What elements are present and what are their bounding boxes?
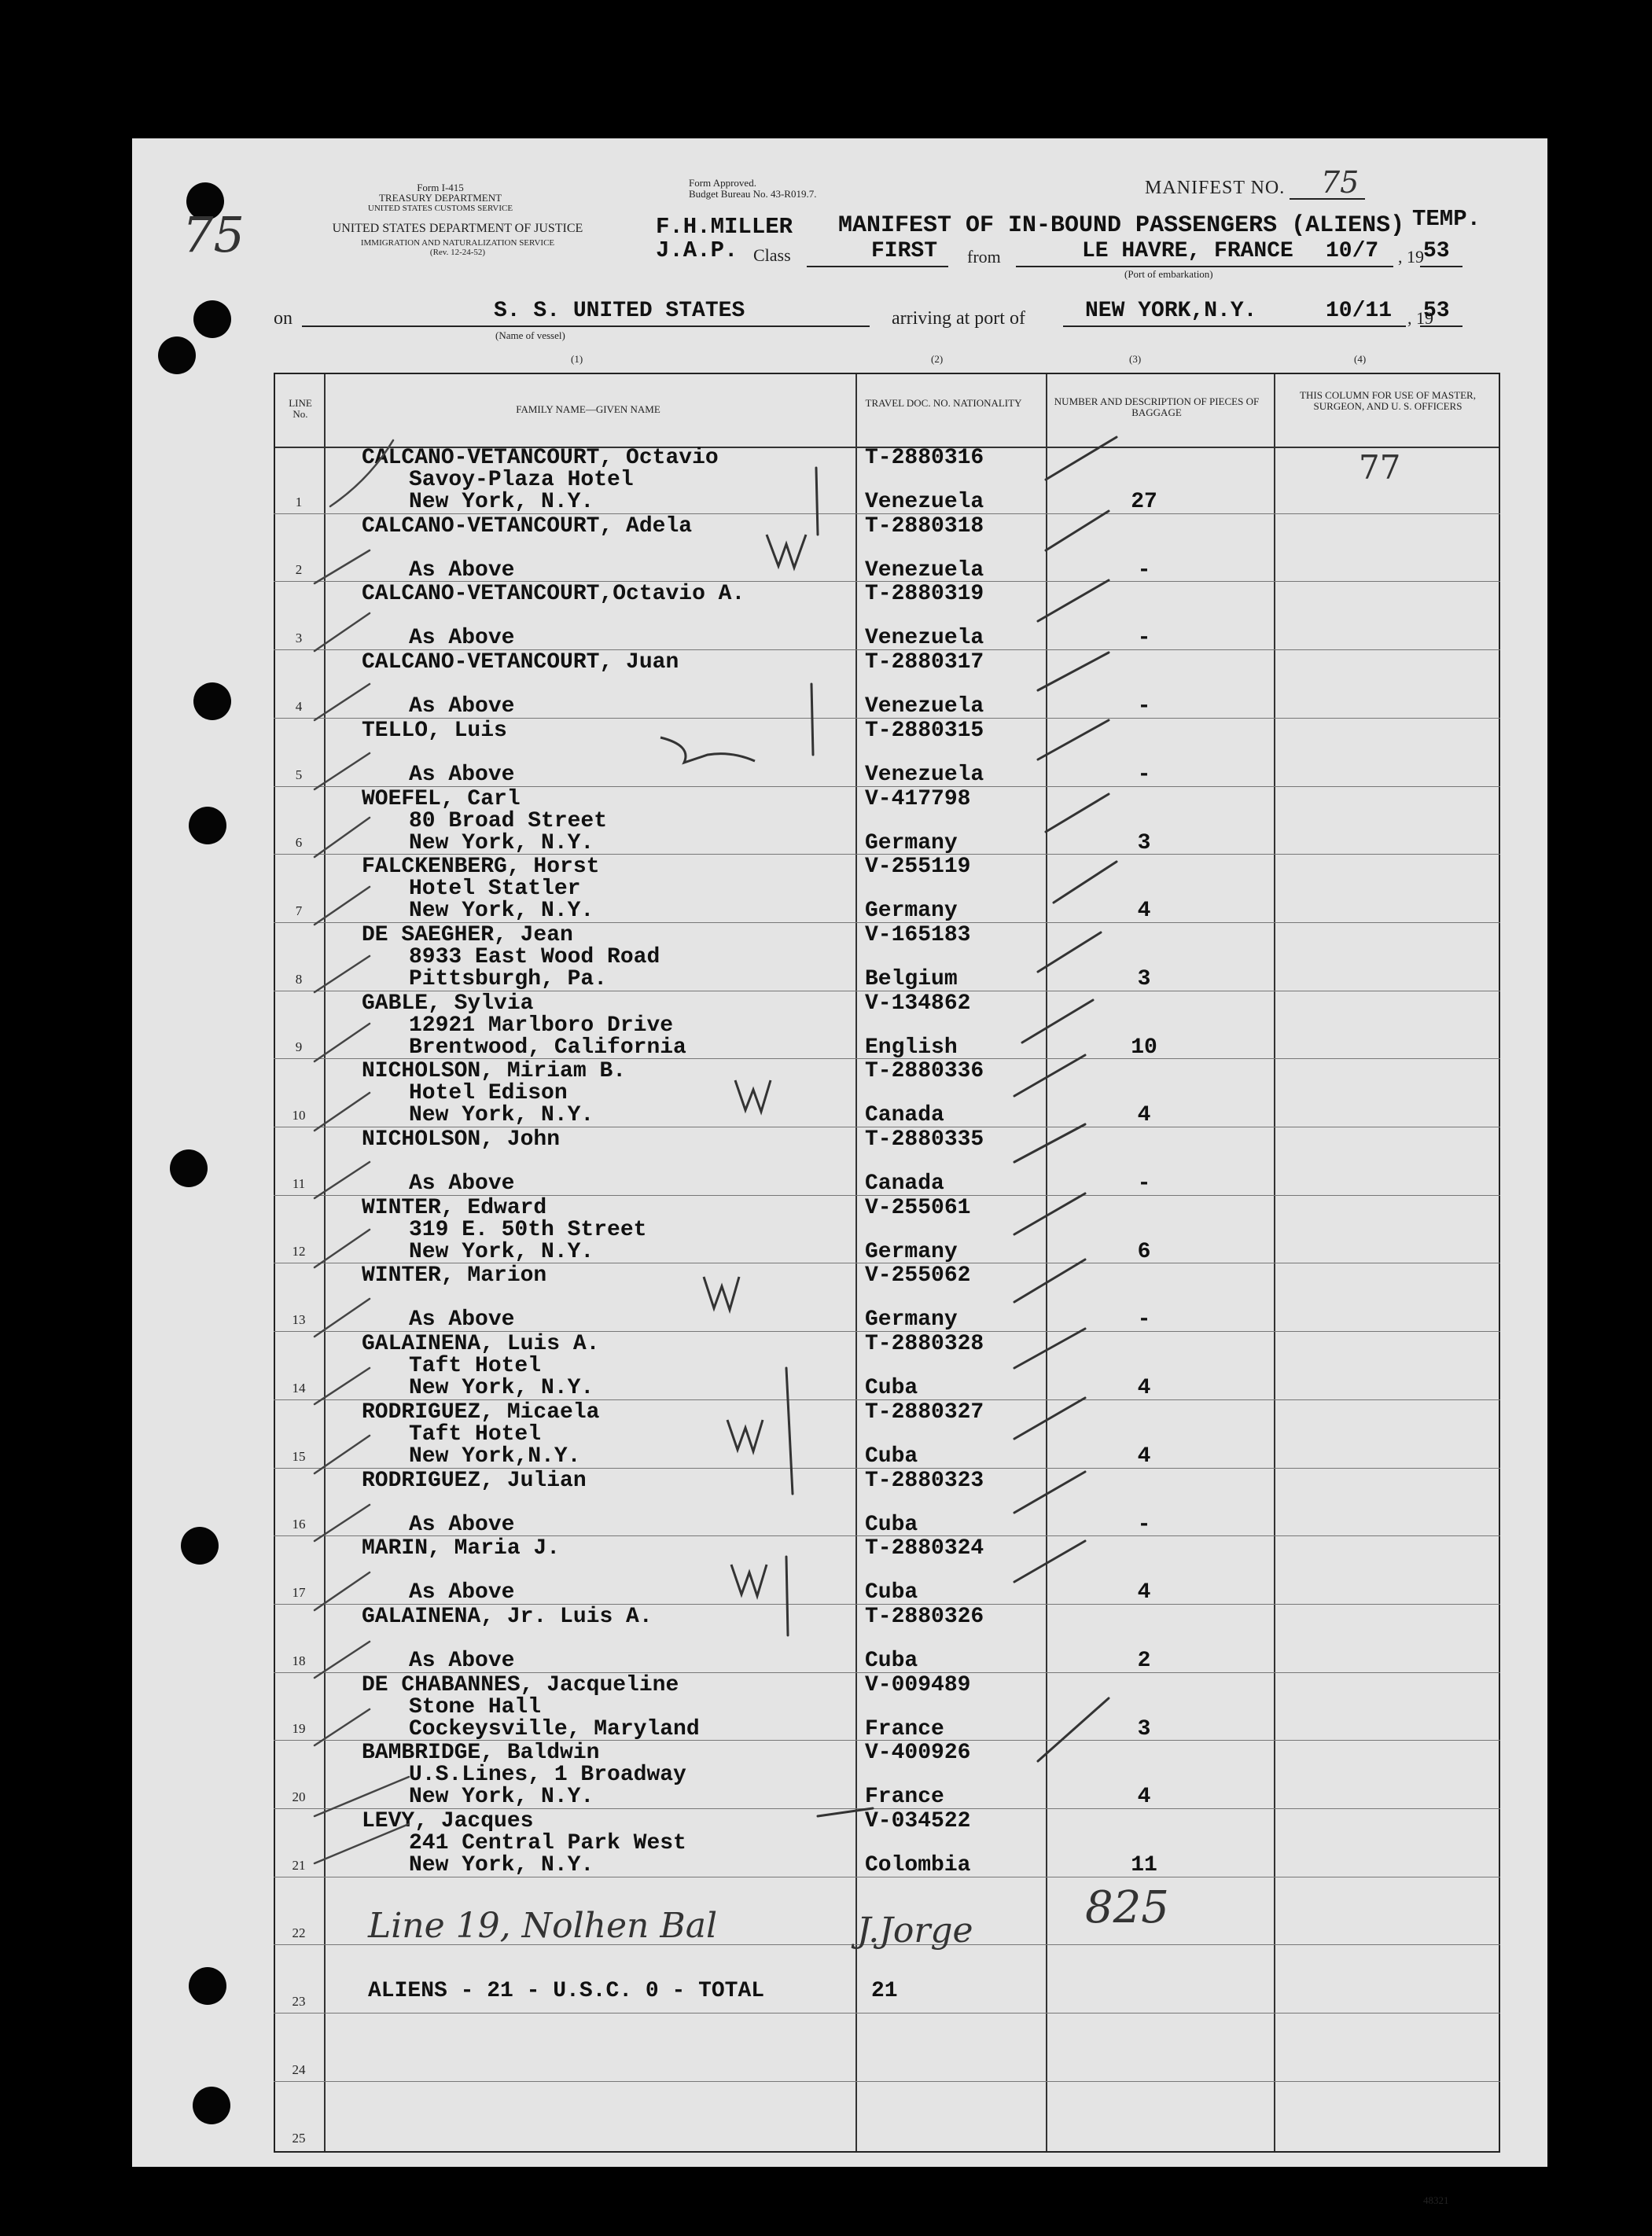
manifest-number: 75 [1321,165,1359,200]
passenger-city: New York, N.Y. [409,1853,594,1877]
class-value: FIRST [871,239,938,263]
line-number: 20 [292,1789,306,1804]
manifest-label: MANIFEST NO. [1145,178,1286,198]
form-title: MANIFEST OF IN-BOUND PASSENGERS (ALIENS) [838,212,1405,239]
passenger-name: BAMBRIDGE, Baldwin [362,1741,600,1766]
officer-count: 77 [1359,448,1401,487]
baggage-count: 3 [1137,830,1151,855]
baggage-count: - [1137,626,1151,651]
revision: (Rev. 12-24-52) [429,248,486,257]
baggage-count: - [1137,1307,1151,1333]
corner-number: 75 [182,206,245,263]
line-number: 14 [292,1380,306,1396]
travel-doc-no: V-400926 [865,1741,971,1766]
baggage-count: - [1137,557,1151,583]
form-number-bottom: 48321 [1423,2194,1449,2206]
col-number-3: (3) [1129,353,1142,365]
passenger-name: GALAINENA, Luis A. [362,1332,600,1357]
passenger-address: Hotel Edison [409,1081,568,1106]
passenger-city: Pittsburgh, Pa. [409,966,608,991]
baggage-count: - [1137,1512,1151,1537]
port-embark-note: (Port of embarkation) [1124,268,1213,280]
nationality: Cuba [865,1376,918,1401]
vessel-note: (Name of vessel) [495,329,565,341]
passenger-address: Savoy-Plaza Hotel [409,468,634,492]
nationality: Canada [865,1103,944,1128]
line-number: 15 [292,1448,306,1464]
line-number: 18 [292,1653,306,1668]
line-number: 10 [292,1108,306,1123]
passenger-address: U.S.Lines, 1 Broadway [409,1763,686,1788]
passenger-address: 8933 East Wood Road [409,944,660,969]
line-number: 13 [292,1312,306,1328]
nationality: Cuba [865,1443,918,1469]
treasury-dept: TREASURY DEPARTMENT [378,192,502,204]
nationality: France [865,1716,944,1741]
line-number: 12 [292,1244,306,1260]
officer-jap: J.A.P. [656,237,738,263]
year-prefix-2: , 19 [1407,308,1433,328]
line-number: 25 [292,2130,306,2146]
passenger-name: WINTER, Edward [362,1195,547,1220]
line-number: 11 [292,1175,306,1191]
class-label: Class [753,245,791,265]
line-number: 7 [295,903,303,918]
baggage-count: 3 [1137,1716,1151,1741]
travel-doc-no: V-255061 [865,1195,971,1220]
passenger-name: WOEFEL, Carl [362,786,521,811]
year-1: 53 [1423,239,1450,263]
ins: IMMIGRATION AND NATURALIZATION SERVICE [360,238,555,248]
line-number: 23 [292,1994,306,2010]
passenger-city: As Above [409,762,515,787]
budget-bureau: Budget Bureau No. 43-R019.7. [689,188,817,200]
nationality: Germany [865,830,958,855]
line-number: 9 [295,1039,303,1055]
travel-doc-no: T-2880316 [865,446,984,470]
from-label: from [967,247,1001,267]
arrival-date: 10/11 [1326,299,1393,323]
passenger-address: 80 Broad Street [409,808,608,833]
passenger-name: WINTER, Marion [362,1263,547,1289]
nationality: Belgium [865,966,958,991]
nationality: Germany [865,1239,958,1264]
line-number: 4 [295,698,303,714]
col-number-1: (1) [571,353,583,365]
passenger-address: 241 Central Park West [409,1831,686,1855]
baggage-count: 4 [1137,1103,1151,1128]
passenger-name: CALCANO-VETANCOURT,Octavio A. [362,582,745,607]
passenger-city: As Above [409,694,515,719]
vessel-name: S. S. UNITED STATES [494,299,745,323]
form-approved: Form Approved. [689,177,756,189]
passenger-name: CALCANO-VETANCOURT, Juan [362,650,679,675]
baggage-count: - [1137,694,1151,719]
arriving-label: arriving at port of [892,308,1025,329]
passenger-city: New York, N.Y. [409,899,594,924]
nationality: Canada [865,1171,944,1196]
baggage-count: 2 [1137,1648,1151,1673]
passenger-city: New York, N.Y. [409,830,594,855]
line-number: 21 [292,1857,306,1873]
passenger-city: As Above [409,1307,515,1333]
nationality: Colombia [865,1853,971,1877]
nationality: Venezuela [865,626,984,651]
doj: UNITED STATES DEPARTMENT OF JUSTICE [332,222,583,235]
passenger-name: LEVY, Jacques [362,1809,534,1833]
baggage-count: 4 [1137,899,1151,924]
header-officers: THIS COLUMN FOR USE OF MASTER, SURGEON, AND U. S. OFFICERS [1300,389,1476,412]
nationality: Venezuela [865,694,984,719]
travel-doc-no: T-2880326 [865,1604,984,1629]
line-number: 16 [292,1517,306,1532]
passenger-name: TELLO, Luis [362,718,507,743]
passenger-name: NICHOLSON, John [362,1127,561,1152]
passenger-name: DE CHABANNES, Jacqueline [362,1672,679,1697]
baggage-count: 4 [1137,1376,1151,1401]
passenger-city: New York, N.Y. [409,1239,594,1264]
passenger-name: CALCANO-VETANCOURT, Adela [362,513,693,539]
travel-doc-no: T-2880317 [865,650,984,675]
baggage-count: 11 [1131,1853,1157,1877]
passenger-name: DE SAEGHER, Jean [362,922,573,947]
passenger-name: GABLE, Sylvia [362,991,534,1016]
baggage-count: 4 [1137,1443,1151,1469]
nationality: Venezuela [865,490,984,514]
line-number: 8 [295,971,303,987]
baggage-count: 27 [1131,490,1157,514]
on-label: on [274,308,293,329]
embark-date: 10/7 [1326,239,1379,263]
travel-doc-no: T-2880328 [865,1332,984,1357]
passenger-address: Hotel Statler [409,877,581,902]
line-number: 1 [295,494,303,509]
passenger-city: New York, N.Y. [409,490,594,514]
line-number: 3 [295,631,303,646]
passenger-city: Cockeysville, Maryland [409,1716,700,1741]
travel-doc-no: V-009489 [865,1672,971,1697]
travel-doc-no: T-2880323 [865,1468,984,1493]
line-number: 5 [295,767,303,782]
arrival-port: NEW YORK,N.Y. [1085,299,1257,323]
baggage-count: - [1137,762,1151,787]
baggage-count: 10 [1131,1035,1157,1060]
header-baggage: NUMBER AND DESCRIPTION OF PIECES OF BAGGAGE [1054,395,1260,418]
baggage-count: 3 [1137,966,1151,991]
passenger-city: Brentwood, California [409,1035,686,1060]
travel-doc-no: T-2880336 [865,1059,984,1084]
passenger-address: 319 E. 50th Street [409,1217,647,1242]
travel-doc-no: V-417798 [865,786,971,811]
line-number: 22 [292,1925,306,1941]
baggage-count: 6 [1137,1239,1151,1264]
travel-doc-no: T-2880324 [865,1536,984,1561]
line-number: 24 [292,2061,306,2077]
passenger-city: As Above [409,1580,515,1605]
passenger-name: MARIN, Maria J. [362,1536,561,1561]
passenger-city: As Above [409,626,515,651]
baggage-count: 4 [1137,1580,1151,1605]
passenger-name: GALAINENA, Jr. Luis A. [362,1604,653,1629]
passenger-name: RODRIGUEZ, Julian [362,1468,587,1493]
passenger-name: NICHOLSON, Miriam B. [362,1059,627,1084]
passenger-name: RODRIGUEZ, Micaela [362,1399,600,1425]
line-number: 17 [292,1584,306,1600]
travel-doc-no: V-255062 [865,1263,971,1289]
travel-doc-no: T-2880335 [865,1127,984,1152]
passenger-city: As Above [409,1512,515,1537]
line22-figure: 825 [1085,1882,1169,1933]
total-value: 21 [871,1979,898,2003]
travel-doc-no: V-165183 [865,922,971,947]
nationality: Venezuela [865,762,984,787]
line-number: 19 [292,1721,306,1737]
temp-label: TEMP. [1412,206,1481,232]
year-prefix-1: , 19 [1398,247,1424,267]
travel-doc-no: V-255119 [865,855,971,880]
travel-doc-no: T-2880327 [865,1399,984,1425]
nationality: Cuba [865,1512,918,1537]
baggage-count: - [1137,1171,1151,1196]
travel-doc-no: V-034522 [865,1809,971,1833]
customs-service: UNITED STATES CUSTOMS SERVICE [367,204,513,213]
passenger-name: FALCKENBERG, Horst [362,855,600,880]
nationality: Germany [865,899,958,924]
nationality: Venezuela [865,557,984,583]
line22-signature: J.Jorge [857,1911,973,1951]
line22-note: Line 19, Nolhen Bal [368,1906,718,1946]
col-number-4: (4) [1354,353,1367,365]
nationality: Cuba [865,1648,918,1673]
line-number: 2 [295,562,303,578]
header-doc: TRAVEL DOC. NO. NATIONALITY [865,397,1022,409]
header-line-no: LINE No. [289,397,312,420]
passenger-address: 12921 Marlboro Drive [409,1013,674,1038]
passenger-city: New York,N.Y. [409,1443,581,1469]
travel-doc-no: T-2880318 [865,513,984,539]
nationality: France [865,1785,944,1810]
passenger-city: New York, N.Y. [409,1376,594,1401]
header-name: FAMILY NAME—GIVEN NAME [516,403,660,415]
line-number: 6 [295,835,303,851]
passenger-name: CALCANO-VETANCOURT, Octavio [362,446,719,470]
travel-doc-no: T-2880319 [865,582,984,607]
passenger-address: Taft Hotel [409,1421,542,1447]
passenger-address: Stone Hall [409,1694,542,1719]
passenger-city: New York, N.Y. [409,1103,594,1128]
travel-doc-no: T-2880315 [865,718,984,743]
nationality: Cuba [865,1580,918,1605]
baggage-count: 4 [1137,1785,1151,1810]
travel-doc-no: V-134862 [865,991,971,1016]
passenger-city: As Above [409,1171,515,1196]
embark-port: LE HAVRE, FRANCE [1082,239,1293,263]
total-line: ALIENS - 21 - U.S.C. 0 - TOTAL [368,1979,765,2003]
officer-miller: F.H.MILLER [656,214,793,240]
col-number-2: (2) [931,353,944,365]
nationality: English [865,1035,958,1060]
year-2: 53 [1423,299,1450,323]
passenger-city: As Above [409,557,515,583]
nationality: Germany [865,1307,958,1333]
passenger-address: Taft Hotel [409,1354,542,1379]
passenger-city: New York, N.Y. [409,1785,594,1810]
form-number: Form I-415 [417,182,464,193]
passenger-city: As Above [409,1648,515,1673]
